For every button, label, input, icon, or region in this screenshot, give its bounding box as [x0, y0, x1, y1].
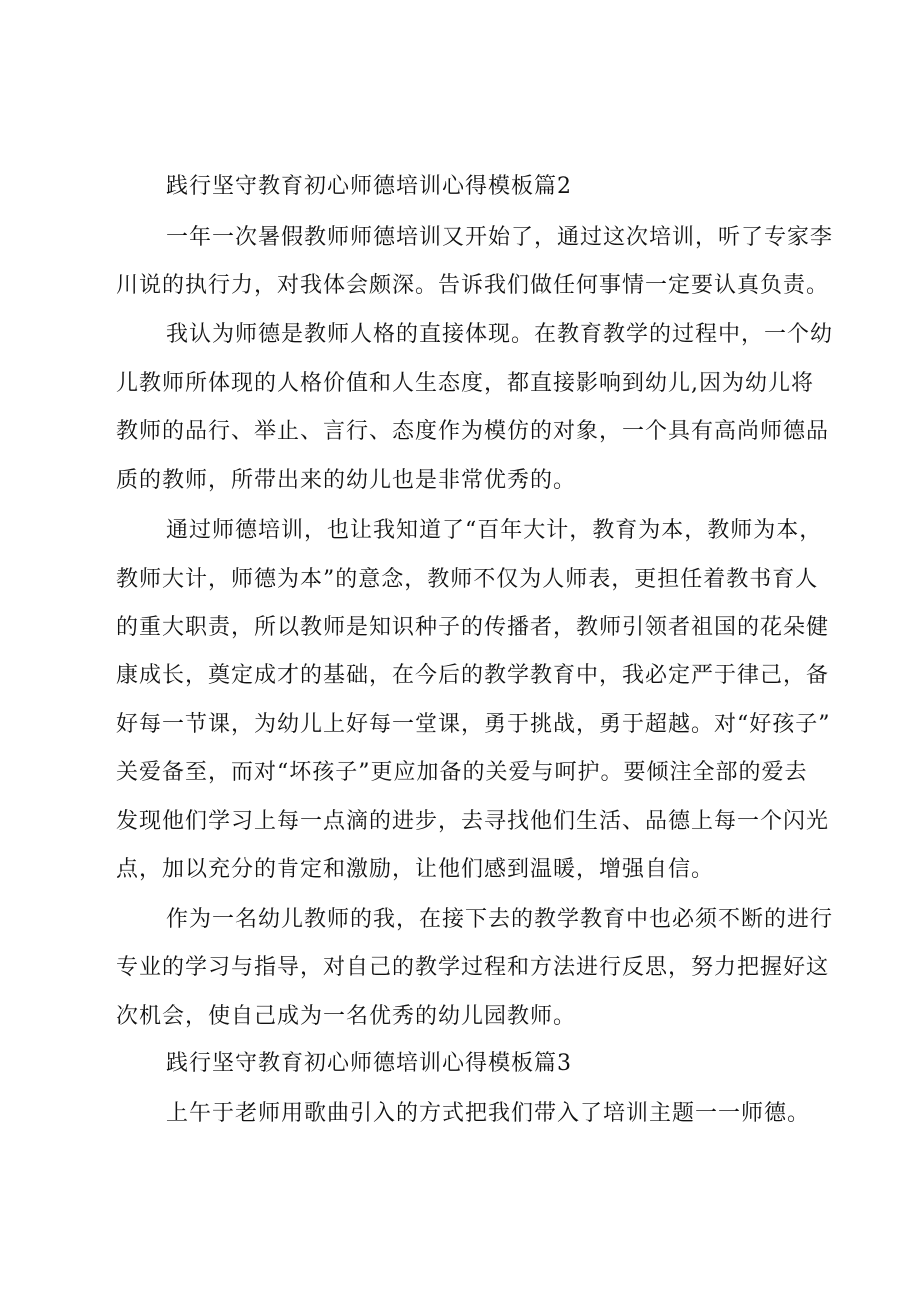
paragraph-line: 好每一节课，为幼儿上好每一堂课，勇于挑战，勇于超越。对“好孩子”: [116, 712, 831, 737]
paragraph-line: 发现他们学习上每一点滴的进步，去寻找他们生活、品德上每一个闪光: [116, 809, 830, 834]
paragraph-line: 点，加以充分的肯定和激励，让他们感到温暖，增强自信。: [116, 857, 715, 882]
paragraph-line: 川说的执行力，对我体会颇深。告诉我们做任何事情一定要认真负责。: [116, 273, 830, 298]
section-heading-2: 践行坚守教育初心师德培训心得模板篇2: [166, 174, 572, 199]
paragraph-line: 关爱备至，而对“坏孩子”更应加备的关爱与呵护。要倾注全部的爱去: [116, 760, 808, 785]
paragraph-line: 次机会，使自己成为一名优秀的幼儿园教师。: [116, 1004, 577, 1029]
paragraph-line: 通过师德培训，也让我知道了“百年大计，教育为本，教师为本，: [166, 518, 823, 543]
paragraph-line: 上午于老师用歌曲引入的方式把我们带入了培训主题一一师德。: [166, 1101, 811, 1126]
paragraph-line: 教师的品行、举止、言行、态度作为模仿的对象，一个具有高尚师德品: [116, 419, 830, 444]
paragraph-line: 专业的学习与指导，对自己的教学过程和方法进行反思，努力把握好这: [116, 955, 830, 980]
paragraph-line: 质的教师，所带出来的幼儿也是非常优秀的。: [116, 468, 577, 493]
paragraph-line: 我认为师德是教师人格的直接体现。在教育教学的过程中，一个幼: [166, 322, 834, 347]
paragraph-line: 作为一名幼儿教师的我，在接下去的教学教育中也必须不断的进行: [166, 907, 834, 932]
paragraph-line: 儿教师所体现的人格价值和人生态度，都直接影响到幼儿,因为幼儿将: [116, 371, 814, 396]
paragraph-line: 的重大职责，所以教师是知识种子的传播者，教师引领者祖国的花朵健: [116, 615, 830, 640]
paragraph-line: 康成长，奠定成才的基础，在今后的教学教育中，我必定严于律己，备: [116, 663, 830, 688]
section-heading-3: 践行坚守教育初心师德培训心得模板篇3: [166, 1051, 572, 1076]
paragraph-line: 一年一次暑假教师师德培训又开始了，通过这次培训，听了专家李: [166, 225, 834, 250]
paragraph-line: 教师大计，师德为本”的意念，教师不仅为人师表，更担任着教书育人: [116, 567, 819, 592]
